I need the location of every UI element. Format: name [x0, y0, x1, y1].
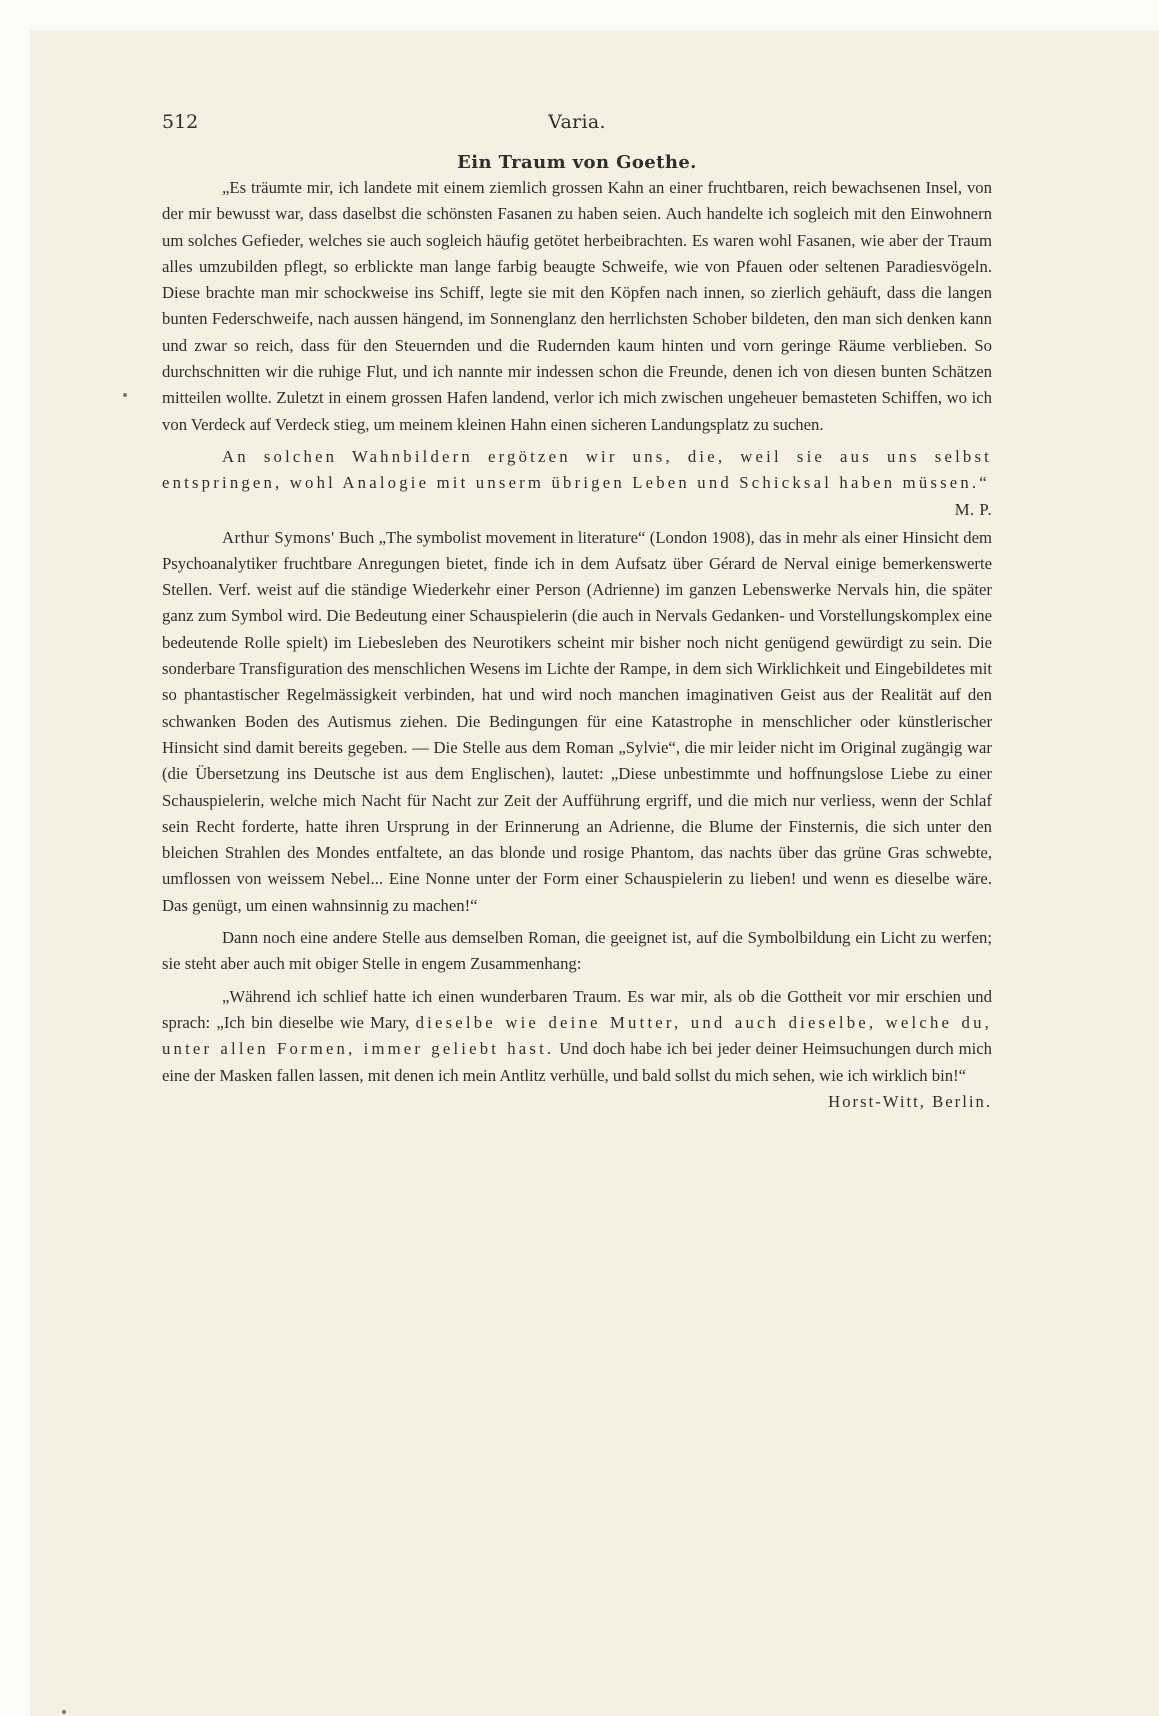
- signature-mp: M. P.: [954, 499, 992, 519]
- author-name: Arthur Symons': [222, 527, 335, 547]
- symons-text: Buch „The symbolist movement in literature“ (London 1908), das in mehr als einer Hinsicht dem Psychoanalytiker fruchtbare Anregungen bietet, finde ich in dem Aufsatz über Gérard de Nerval einige bemerkenswerte Stellen. Verf. weist auf die ständige Wiederkehr einer Person (Adrienne) im ganzen Lebenswerke Nervals hin, die später ganz zum Symbol wird. Die Bedeutung einer Schauspielerin (die auch in Nervals Gedanken- und Vorstellungskomplex eine bedeutende Rolle spielt) im Liebesleben des Neurotikers scheint mir bisher noch nicht genügend gewürdigt zu sein. Die sonderbare Transfiguration des menschlichen Wesens im Lichte der Rampe, in dem sich Wirklichkeit und Eingebildetes mit so phantastischer Regelmässigkeit verbinden, hat und wird noch manchen imaginativen Geist aus der Realität auf den schwanken Boden des Autismus ziehen. Die Bedingungen für eine Katastrophe in menschlicher oder künstlerischer Hinsicht sind damit bereits gegeben. — Die Stelle aus dem Roman „Sylvie“, die mir leider nicht im Original zugängig war (die Übersetzung ins Deutsche ist aus dem Englischen), lautet: „Diese unbestimmte und hoffnungslose Liebe zu einer Schauspielerin, welche mich Nacht für Nacht zur Zeit der Aufführung ergriff, und die mich nur verliess, wenn der Schlaf sein Recht forderte, hatte ihren Ursprung in der Erinnerung an Adrienne, die Blume der Finsternis, die sich unter den bleichen Strahlen des Mondes entfaltete, an das blonde und rosige Phantom, das nachts über das grüne Gras schwebte, umflossen von weissem Nebel... Eine Nonne unter der Form einer Schauspielerin zu lieben! und wenn es dieselbe wäre. Das genügt, um einen wahnsinnig zu machen!“: [162, 527, 992, 915]
- goethe-reflection-paragraph: [162, 444, 992, 519]
- running-title: Varia.: [548, 111, 606, 133]
- symons-paragraph: [162, 525, 992, 919]
- dream-quote-spaced: dieselbe wie deine Mutter, und auch dieselbe, welche du, unter allen Formen, immer geliebt hast.: [162, 1012, 992, 1059]
- dream-quote-end: Und doch habe ich bei jeder deiner Heimsuchungen durch mich eine der Masken fallen lassen, mit denen ich mein Antlitz verhülle, und bald sollst du mich sehen, wie ich wirklich bin!“: [162, 1039, 992, 1085]
- speck-mark: [123, 393, 127, 397]
- page-content: [162, 103, 992, 1115]
- section-title: Ein Traum von Goethe.: [457, 152, 697, 173]
- reflection-text: An solchen Wahnbildern ergötzen wir uns, die, weil sie aus uns selbst entspringen, wohl Analogie mit unserm übrigen Leben und Schicksal haben müssen.“: [162, 446, 992, 493]
- speck-mark: [62, 1710, 66, 1714]
- goethe-dream-paragraph: „Es träumte mir, ich landete mit einem ziemlich grossen Kahn an einer fruchtbaren, reich bewachsenen Insel, von der mir bewusst war, dass daselbst die schönsten Fasanen zu haben seien. Auch handelte ich sogleich mit den Einwohnern um solches Gefieder, welches sie auch sogleich häufig getötet herbeibrachten. Es waren wohl Fasanen, wie aber der Traum alles umzubilden pflegt, so erblickte man lange farbig beaugte Schweife, wie von Pfauen oder seltenen Paradiesvögeln. Diese brachte man mir schockweise ins Schiff, legte sie mit den Köpfen nach innen, so zierlich gehäuft, dass die langen bunten Federschweife, nach aussen hängend, im Sonnenglanz den herrlichsten Schober bildeten, den man sich denken kann und zwar so reich, dass für den Steuernden und die Rudernden kaum hinten und vorn geringe Räume verblieben. So durchschnitten wir die ruhige Flut, und ich nannte mir indessen schon die Freunde, denen ich von diesen bunten Schätzen mitteilen wollte. Zuletzt in einem grossen Hafen landend, verlor ich mich zwischen ungeheuer bemasteten Schiffen, wo ich von Verdeck auf Verdeck stieg, um meinem kleinen Hahn einen sicheren Landungsplatz zu suchen.: [162, 178, 992, 434]
- page-header: [162, 103, 992, 143]
- dream-quote-start: „Während ich schlief hatte ich einen wunderbaren Traum. Es war mir, als ob die Gottheit vor mir erschien und sprach: „Ich bin dieselbe wie Mary,: [162, 986, 992, 1032]
- second-passage-intro: Dann noch eine andere Stelle aus demselben Roman, die geeignet ist, auf die Symbolbildung ein Licht zu werfen; sie steht aber auch mit obiger Stelle in engem Zusammenhang:: [162, 928, 992, 974]
- signature-horst-witt: Horst-Witt, Berlin.: [828, 1091, 992, 1111]
- dream-quote-paragraph: [162, 984, 992, 1111]
- page-number: 512: [162, 111, 199, 133]
